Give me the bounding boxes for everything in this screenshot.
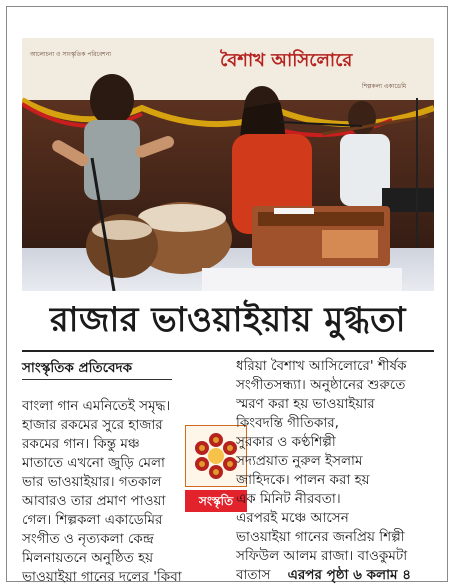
banner-small-left: আলোচনা ও সাংস্কৃতিক পরিবেশনা (30, 51, 112, 58)
left-line: বাংলা গান এমনিতেই সমৃদ্ধ। (22, 398, 171, 414)
left-line: ভার ভাওয়াইয়ার। গতকাল (22, 474, 162, 490)
headline: রাজার ভাওয়াইয়ায় মুগ্ধতা (49, 300, 407, 340)
article-photo (22, 38, 434, 291)
right-line: ধরিয়া বৈশাখ আসিলোরে' শীর্ষক (236, 358, 407, 374)
left-line: গেল। শিল্পকলা একাডেমির (22, 512, 163, 528)
right-line: সফিউল আলম রাজা। বাওকুমটা (236, 548, 408, 564)
banner-small-right: শিল্পকলা একাডেমি (362, 83, 407, 90)
continuation-note[interactable]: এরপর পৃষ্ঠা ৬ কলাম ৪ (287, 567, 411, 583)
right-line: সুরকার ও কণ্ঠশিল্পী (236, 434, 336, 450)
left-line: আবারও তার প্রমাণ পাওয়া (22, 493, 166, 509)
right-line: সংগীতসন্ধ্যা। অনুষ্ঠানের শুরুতে (236, 377, 406, 393)
right-line: ভাওয়াইয়া গানের জনপ্রিয় শিল্পী (236, 529, 405, 545)
left-line: হাজার রকমের সুরে হাজার (22, 417, 163, 433)
logo-caption: সংস্কৃতি (185, 490, 247, 512)
right-line: জাহিদকে। পালন করা হয় (236, 472, 370, 488)
right-line: কিংবদন্তি গীতিকার, (236, 415, 339, 431)
banner-title: বৈশাখ আসিলোরে (220, 50, 353, 71)
right-line: এক মিনিট নীরবতা। (236, 491, 341, 507)
left-line: মিলনায়তনে অনুষ্ঠিত হয় (22, 550, 154, 566)
left-line: সংগীত ও নৃত্যকলা কেন্দ্র (22, 531, 154, 547)
right-line: সদ্যপ্রয়াত নুরুল ইসলাম (236, 453, 363, 469)
headline-rule (22, 350, 434, 352)
right-line-end: বাতাস (236, 567, 271, 583)
right-line-last (236, 566, 434, 585)
right-line: এরপরই মঞ্চে আসেন (236, 510, 349, 526)
right-line: স্মরণ করা হয় ভাওয়াইয়ার (236, 396, 375, 412)
left-line: ভাওয়াইয়া গানের দলের 'কিবা (22, 569, 182, 585)
byline: সাংস্কৃতিক প্রতিবেদক (22, 357, 172, 380)
left-line: রকমের গান। কিন্তু মঞ্চ (22, 436, 140, 452)
left-line: মাতাতে এখনো জুড়ি মেলা (22, 455, 165, 471)
right-column (236, 357, 434, 585)
